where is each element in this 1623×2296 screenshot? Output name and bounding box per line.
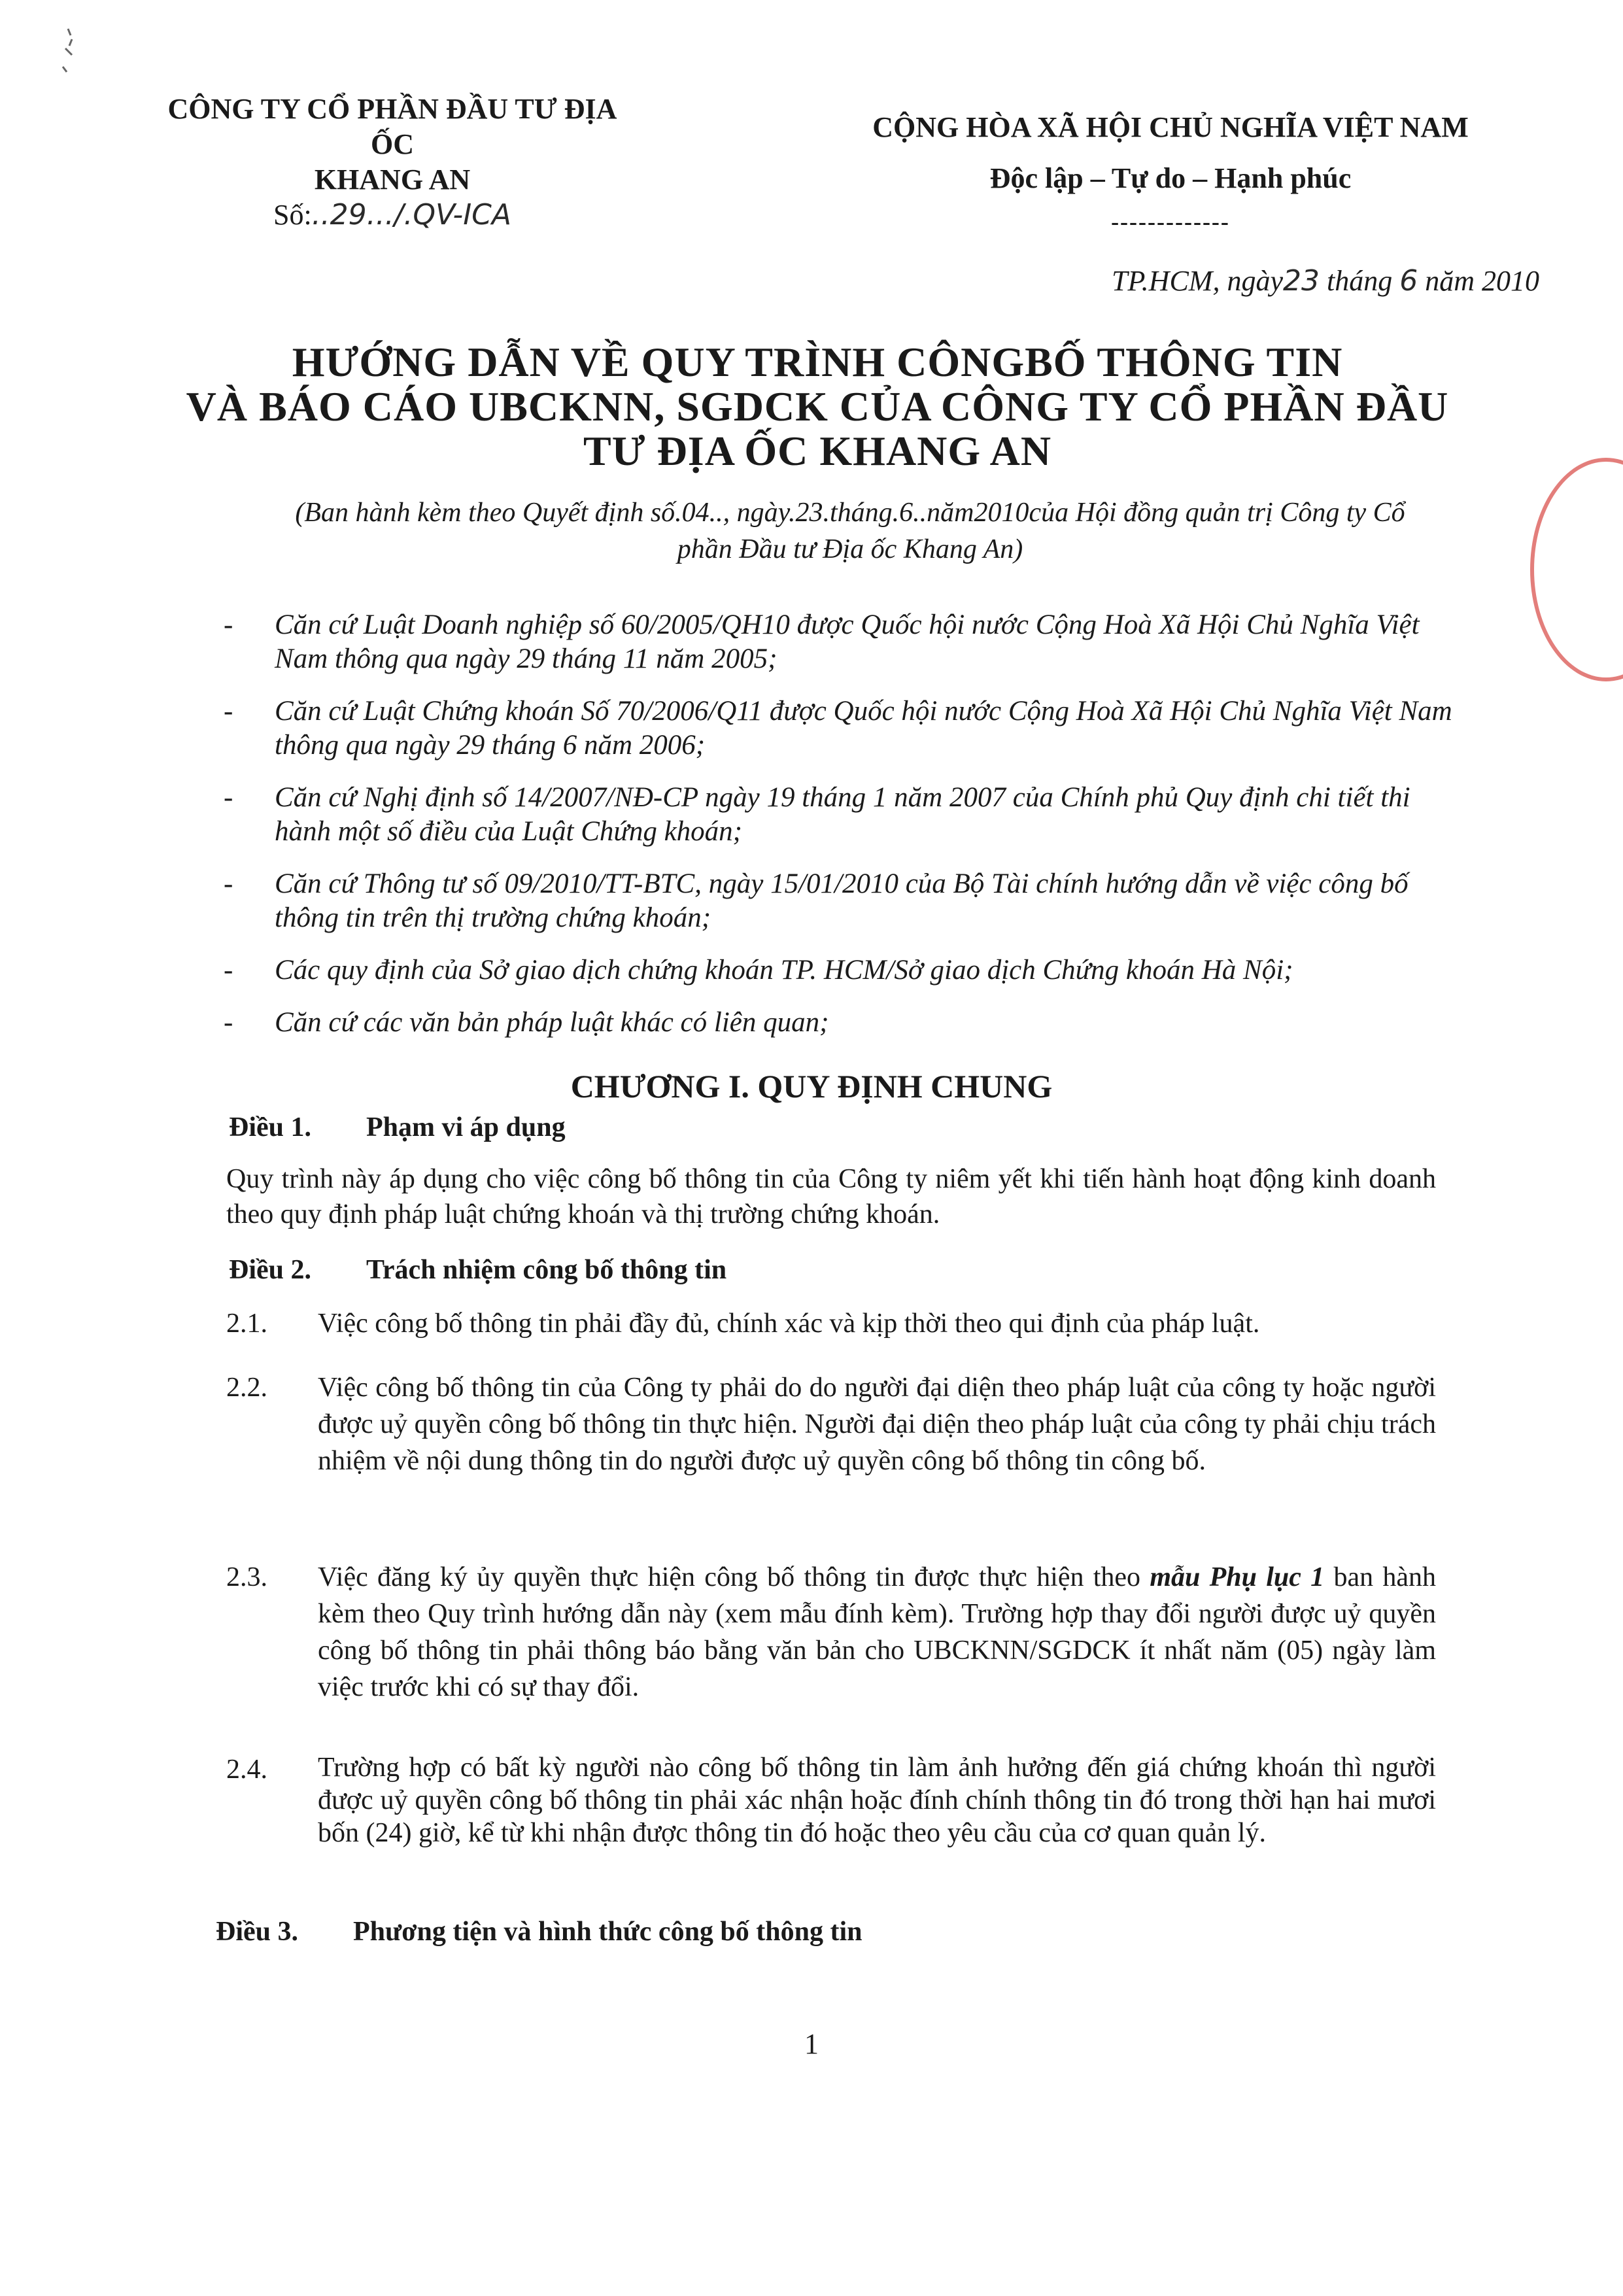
page-number: 1 (804, 2028, 819, 2060)
legal-basis-item: - Căn cứ Luật Chứng khoán Số 70/2006/Q11 được Quốc hội nước Cộng Hoà Xã Hội Chủ Nghĩa Việt Nam thông qua ngày 29 tháng 6 năm 2006; (275, 694, 1465, 762)
legal-bases-list (275, 608, 1465, 1058)
appendix-reference: mẫu Phụ lục 1 (1150, 1562, 1325, 1592)
article-3-heading (216, 1916, 863, 1947)
clause-number: 2.2. (226, 1373, 267, 1403)
subtitle-line1: (Ban hành kèm theo Quyết định số.04.., ngày.23.tháng.6..năm2010của Hội đồng quản trị Công ty Cổ (295, 498, 1405, 528)
national-motto: Độc lập – Tự do – Hạnh phúc (989, 162, 1352, 194)
title-line3: TƯ ĐỊA ỐC KHANG AN (583, 428, 1052, 474)
clause-2-4 (226, 1751, 1436, 1849)
clause-2-3 (226, 1559, 1436, 1705)
handwritten-month: 6 (1399, 264, 1418, 298)
subtitle-line2: phần Đầu tư Địa ốc Khang An) (677, 534, 1023, 564)
red-seal-stamp (1530, 458, 1623, 681)
article-1-heading (229, 1112, 566, 1143)
title-line2: VÀ BÁO CÁO UBCKNN, SGDCK CỦA CÔNG TY CỔ PHẦN ĐẦU (186, 383, 1449, 430)
legal-basis-item: - Căn cứ các văn bản pháp luật khác có liên quan; (275, 1006, 1465, 1040)
document-subtitle (216, 494, 1484, 568)
handwritten-day: 23 (1282, 264, 1320, 298)
article-number: Điều 2. (229, 1255, 311, 1285)
clause-number: 2.3. (226, 1562, 267, 1592)
national-header (811, 110, 1530, 239)
chapter-heading: CHƯƠNG I. QUY ĐỊNH CHUNG (570, 1068, 1053, 1105)
document-title (150, 340, 1484, 473)
clause-text: Trường hợp có bất kỳ người nào công bố thông tin làm ảnh hưởng đến giá chứng khoán thì người được uỷ quyền công bố thông tin phải xác nhận hoặc đính chính thông tin đó trong thời hạn hai mươi bốn (24) giờ, kể từ khi nhận được thông tin đó hoặc theo yêu cầu của cơ quan quản lý. (318, 1753, 1436, 1848)
clause-2-2 (226, 1369, 1436, 1479)
header-divider: ------------- (1111, 209, 1230, 235)
legal-basis-item: - Căn cứ Thông tư số 09/2010/TT-BTC, ngày 15/01/2010 của Bộ Tài chính hướng dẫn về việc công bố thông tin trên thị trường chứng khoán; (275, 867, 1465, 935)
article-number: Điều 3. (216, 1917, 298, 1947)
legal-basis-item: - Căn cứ Nghị định số 14/2007/NĐ-CP ngày 19 tháng 1 năm 2007 của Chính phủ Quy định chi tiết thi hành một số điều của Luật Chứng khoán; (275, 781, 1465, 849)
company-header (163, 92, 621, 233)
company-name-line2: KHANG AN (314, 163, 471, 196)
scan-mark (56, 26, 82, 78)
clause-text: Việc công bố thông tin của Công ty phải do do người đại diện theo pháp luật của công ty hoặc người được uỷ quyền công bố thông tin thực hiện. Người đại diện theo pháp luật của công ty phải chịu trách nhiệm về nội dung thông tin do người được uỷ quyền công bố thông tin công bố. (318, 1373, 1436, 1476)
article-title: Phạm vi áp dụng (366, 1112, 566, 1142)
clause-number: 2.4. (226, 1755, 267, 1785)
clause-text: Việc công bố thông tin phải đầy đủ, chính xác và kịp thời theo qui định của pháp luật. (318, 1309, 1260, 1339)
clause-number: 2.1. (226, 1309, 267, 1339)
company-name-line1: CÔNG TY CỔ PHẦN ĐẦU TƯ ĐỊA ỐC (167, 93, 617, 160)
legal-basis-item: - Các quy định của Sở giao dịch chứng khoán TP. HCM/Sở giao dịch Chứng khoán Hà Nội; (275, 953, 1465, 987)
issue-date: TP.HCM, ngày23 tháng 6 năm 2010 (1112, 264, 1539, 298)
article-number: Điều 1. (229, 1112, 311, 1142)
article-2-heading (229, 1254, 726, 1286)
clause-2-1 (226, 1305, 1436, 1342)
handwritten-ref: ..29.../.QV-ICA (311, 198, 512, 231)
article-1-text: Quy trình này áp dụng cho việc công bố thông tin của Công ty niêm yết khi tiến hành hoạt động kinh doanh theo quy định pháp luật chứng khoán và thị trường chứng khoán. (226, 1164, 1436, 1229)
title-line1: HƯỚNG DẪN VỀ QUY TRÌNH CÔNGBỐ THÔNG TIN (292, 339, 1343, 385)
legal-basis-item: - Căn cứ Luật Doanh nghiệp số 60/2005/QH10 được Quốc hội nước Cộng Hoà Xã Hội Chủ Nghĩa Việt Nam thông qua ngày 29 tháng 11 năm 2005; (275, 608, 1465, 676)
nation-name: CỘNG HÒA XÃ HỘI CHỦ NGHĨA VIỆT NAM (872, 111, 1469, 143)
article-title: Trách nhiệm công bố thông tin (366, 1255, 727, 1285)
document-number: Số:..29.../.QV-ICA (273, 198, 512, 231)
clause-text: Việc đăng ký ủy quyền thực hiện công bố thông tin được thực hiện theo mẫu Phụ lục 1 ban hành kèm theo Quy trình hướng dẫn này (xem mẫu đính kèm). Trường hợp thay đổi người được uỷ quyền công bố thông tin phải thông báo bằng văn bản cho UBCKNN/SGDCK ít nhất năm (05) ngày làm việc trước khi có sự thay đổi. (318, 1562, 1436, 1702)
article-title: Phương tiện và hình thức công bố thông tin (353, 1917, 863, 1947)
